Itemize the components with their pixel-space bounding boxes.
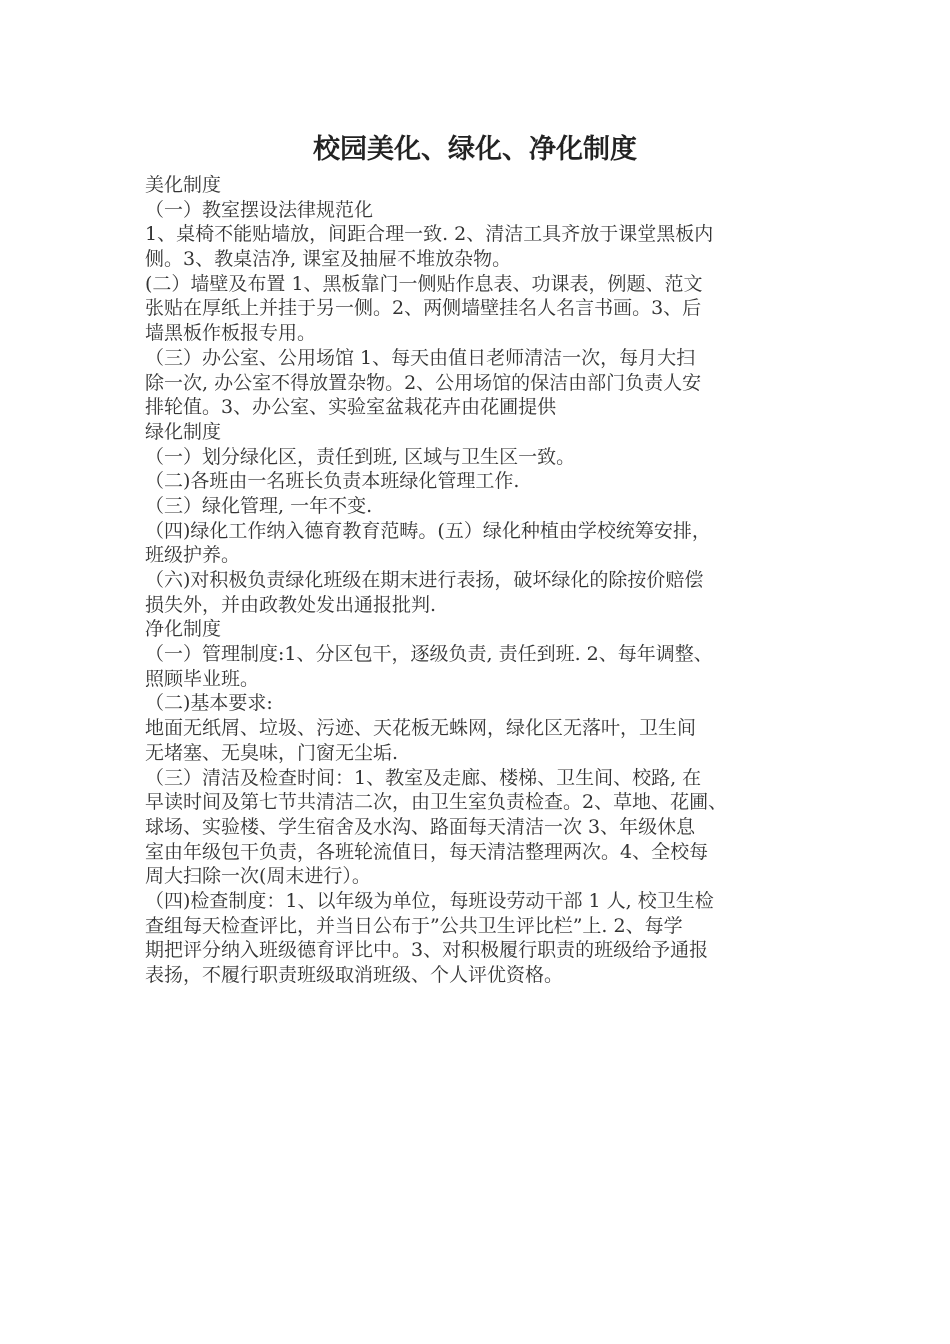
body-text-line: （三）绿化管理, 一年不变. (145, 494, 373, 517)
body-text-line: 墙黑板作板报专用。 (145, 322, 317, 345)
body-text-line: （一）划分绿化区，责任到班, 区域与卫生区一致。 (145, 445, 576, 468)
body-text-line: 张贴在厚纸上并挂于另一侧。2、两侧墙壁挂名人名言书画。3、后 (145, 297, 702, 320)
body-text-line: 查组每天检查评比，并当日公布于”公共卫生评比栏”上. 2、每学 (145, 914, 683, 937)
body-text-line: （三）清洁及检查时间：1、教室及走廊、楼梯、卫生间、校路, 在 (145, 766, 702, 789)
document-title: 校园美化、绿化、净化制度 (313, 134, 637, 165)
body-text-line: 美化制度 (145, 174, 222, 196)
body-text-line: (二）墙壁及布置 1、黑板靠门一侧贴作息表、功课表，例题、范文 (145, 272, 703, 295)
body-text-line: 1、桌椅不能贴墙放，间距合理一致. 2、清洁工具齐放于课堂黑板内 (145, 223, 714, 246)
document-body (145, 173, 825, 988)
body-text-line: 损失外，并由政教处发出通报批判. (145, 593, 437, 616)
body-text-line: （六)对积极负责绿化班级在期末进行表扬，破坏绿化的除按价赔偿 (145, 569, 704, 591)
body-text-line: 排轮值。3、办公室、实验室盆栽花卉由花圃提供 (145, 396, 557, 419)
body-text-line: （二)基本要求: (145, 692, 273, 715)
body-text-line: （三）办公室、公用场馆 1、每天由值日老师清洁一次，每月大扫 (145, 346, 696, 369)
body-text-line: 绿化制度 (145, 420, 222, 443)
body-text-line: 班级护养。 (145, 544, 241, 567)
body-text-line: 净化制度 (145, 618, 222, 641)
body-text-line: 照顾毕业班。 (145, 667, 260, 690)
body-text-line: 周大扫除一次(周末进行）。 (145, 865, 371, 888)
body-text-line: 无堵塞、无臭味，门窗无尘垢. (145, 741, 399, 764)
body-text-line: 期把评分纳入班级德育评比中。3、对积极履行职责的班级给予通报 (145, 939, 709, 962)
body-text-line: 室由年级包干负责，各班轮流值日，每天清洁整理两次。4、全校每 (145, 840, 709, 863)
body-text-line: （一）教室摆设法律规范化 (145, 198, 374, 221)
body-text-line: （一）管理制度:1、分区包干，逐级负责, 责任到班. 2、每年调整、 (145, 643, 713, 666)
body-text-line: （四)绿化工作纳入德育教育范畴。(五）绿化种植由学校统筹安排， (145, 519, 711, 542)
body-text-line: 早读时间及第七节共清洁二次，由卫生室负责检查。2、草地、花圃、 (145, 791, 728, 814)
body-text-line: 球场、实验楼、学生宿舍及水沟、路面每天清洁一次 3、年级休息 (145, 815, 696, 838)
body-text-line: 除一次, 办公室不得放置杂物。2、公用场馆的保洁由部门负责人安 (145, 371, 702, 394)
body-text-line: 表扬，不履行职责班级取消班级、个人评优资格。 (145, 964, 564, 986)
body-text-line: （四)检查制度：1、以年级为单位，每班设劳动干部 1 人, 校卫生检 (145, 889, 714, 912)
body-text-line: （二)各班由一名班长负责本班绿化管理工作. (145, 470, 520, 493)
body-text-line: 侧。3、教桌洁净, 课室及抽屉不堆放杂物。 (145, 248, 512, 271)
body-text-line: 地面无纸屑、垃圾、污迹、天花板无蛛网，绿化区无落叶，卫生间 (145, 717, 697, 740)
